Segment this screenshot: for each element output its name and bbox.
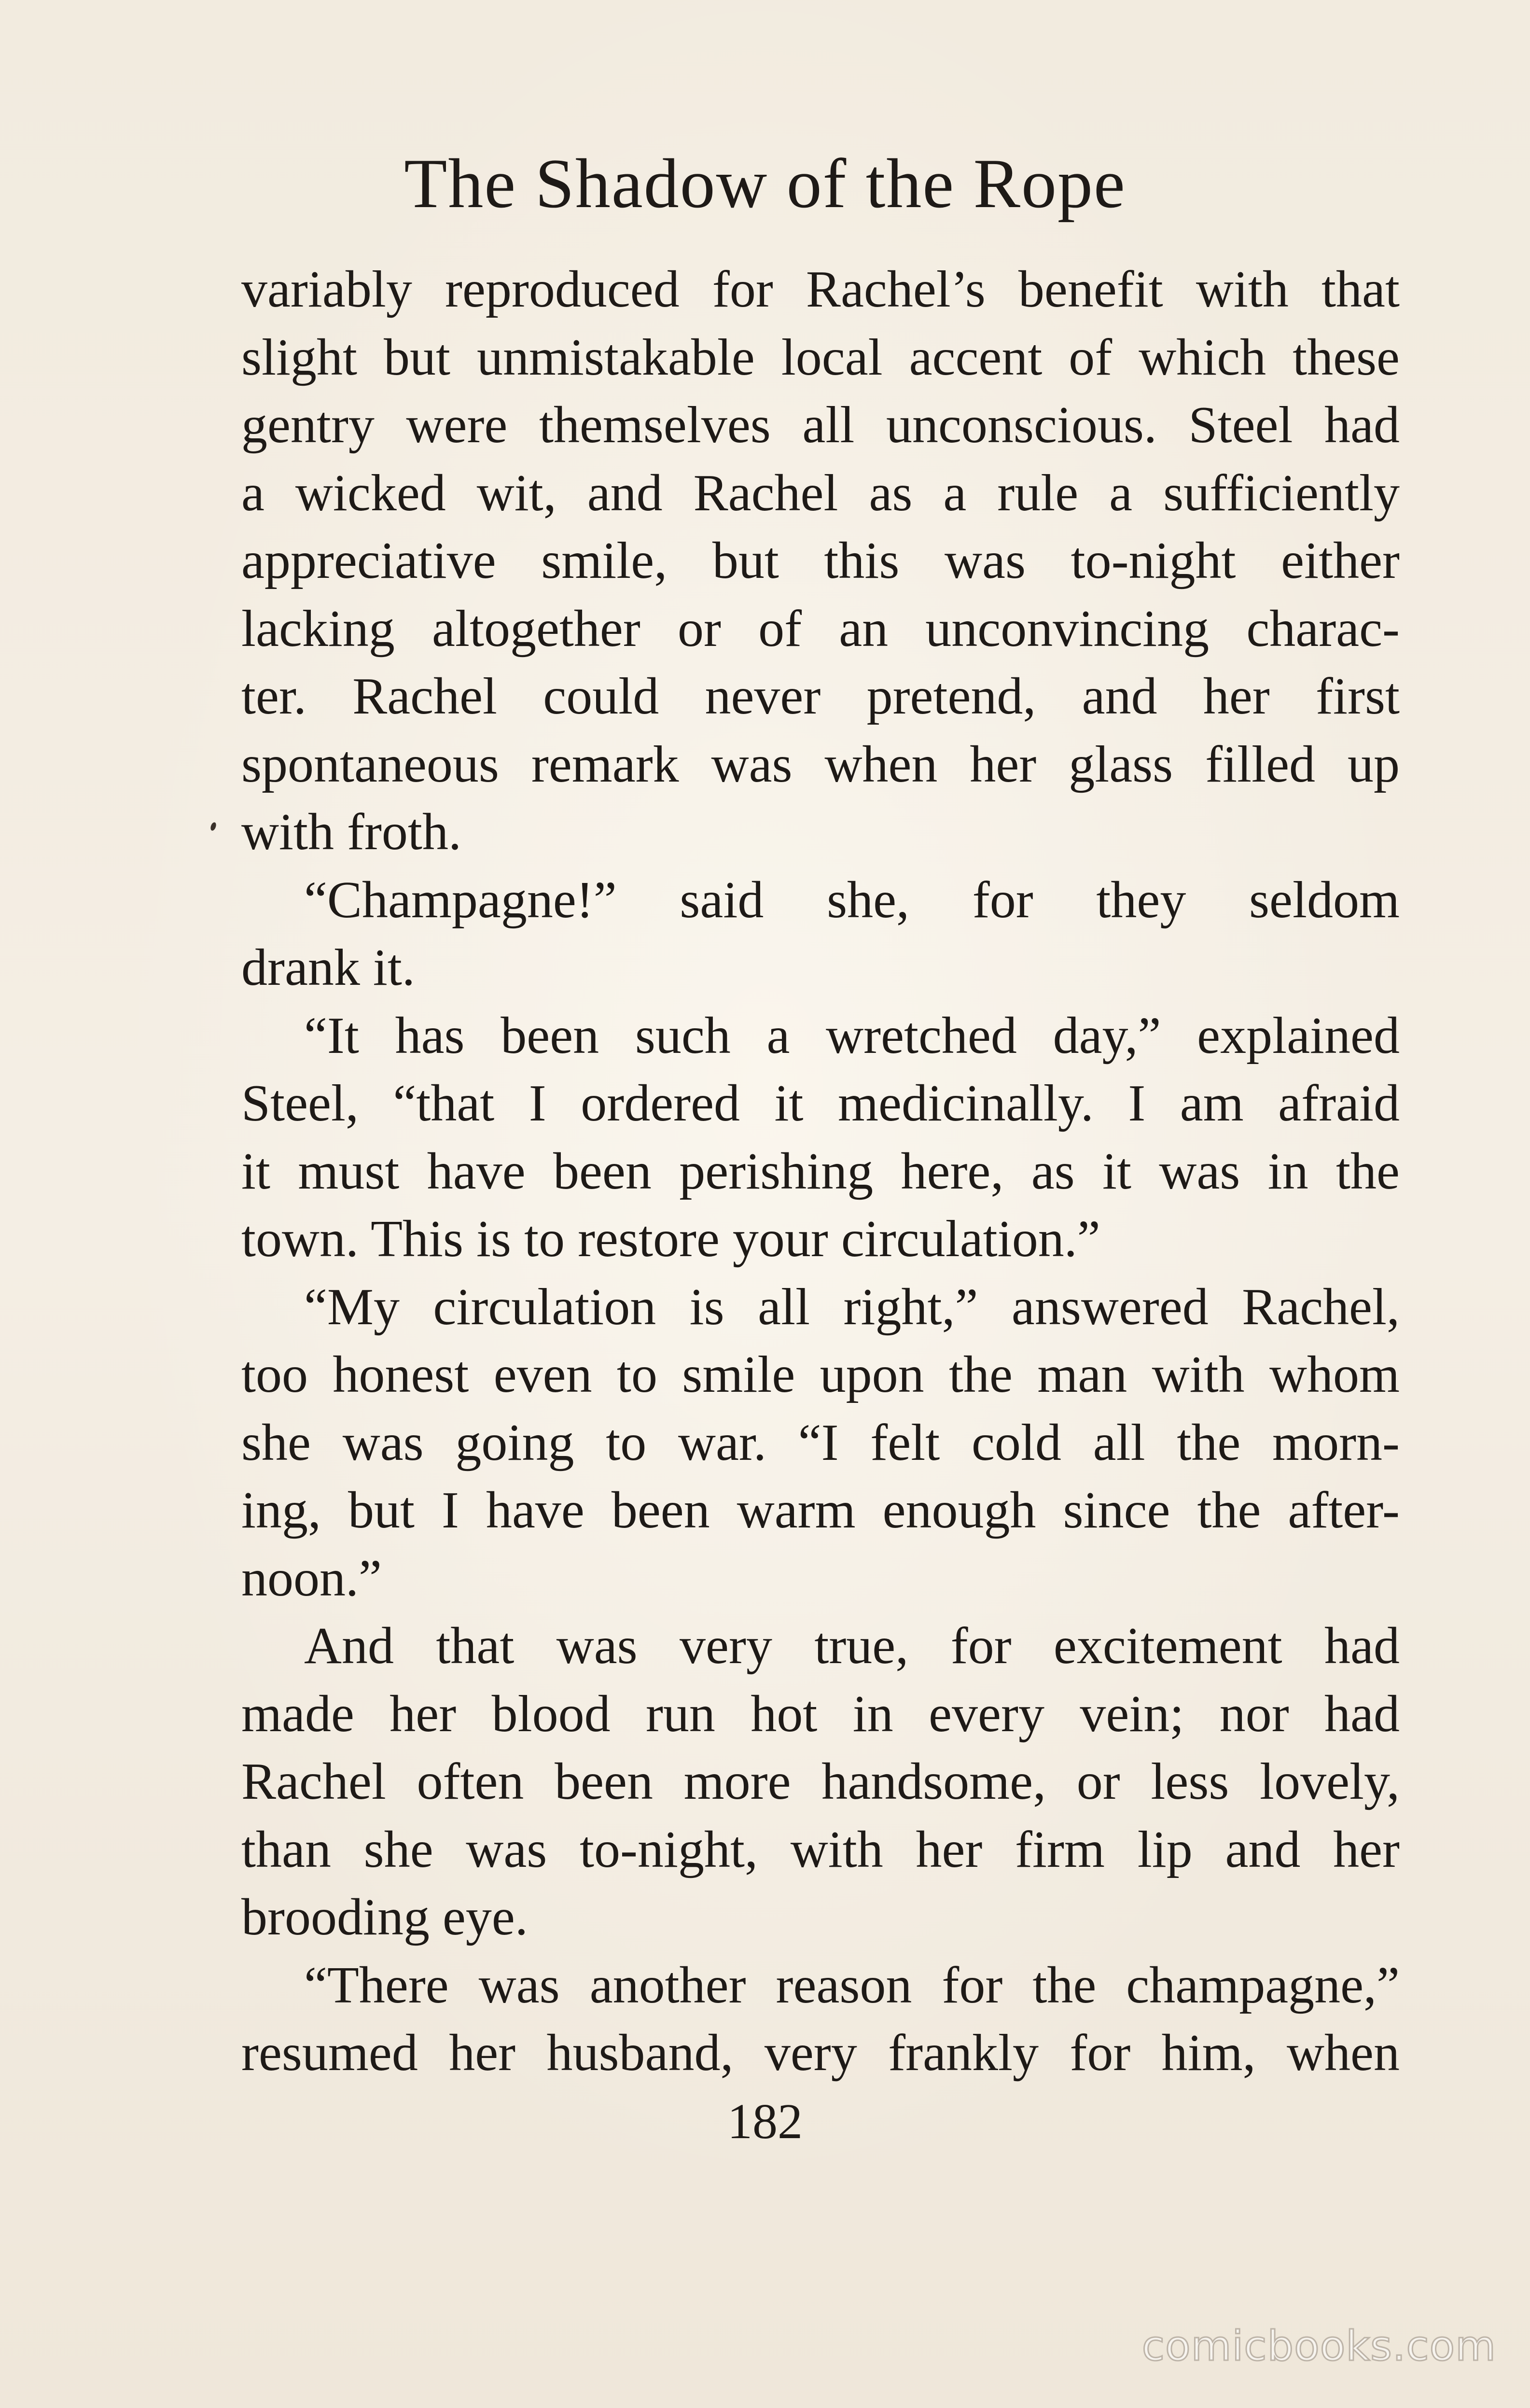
text-line: “It has been such a wretched day,” explained <box>304 1007 1400 1064</box>
text-line: town. This is to restore your circulation.” <box>241 1210 1100 1268</box>
text-line: made her blood run hot in every vein; nor had <box>241 1685 1400 1743</box>
text-line: too honest even to smile upon the man with whom <box>241 1346 1400 1403</box>
text-line: “My circulation is all right,” answered Rachel, <box>304 1278 1400 1336</box>
text-line: spontaneous remark was when her glass filled up <box>241 735 1400 793</box>
text-line: than she was to-night, with her firm lip and her <box>241 1820 1400 1878</box>
margin-mark <box>209 822 217 831</box>
text-line: gentry were themselves all unconscious. Steel had <box>241 396 1400 454</box>
text-line: Steel, “that I ordered it medicinally. I am afraid <box>241 1075 1400 1132</box>
watermark-logo: comicbooks.com <box>1141 2322 1496 2370</box>
text-line: a wicked wit, and Rachel as a rule a sufficiently <box>241 464 1400 522</box>
text-line: And that was very true, for excitement had <box>304 1617 1400 1675</box>
page-number: 182 <box>727 2094 803 2149</box>
text-line: drank it. <box>241 939 415 996</box>
text-line: with froth. <box>241 803 461 861</box>
text-line: lacking altogether or of an unconvincing charac- <box>241 600 1400 658</box>
text-line: variably reproduced for Rachel’s benefit with that <box>241 261 1400 318</box>
running-head: The Shadow of the Rope <box>404 144 1126 223</box>
text-line: “There was another reason for the champagne,” <box>304 1956 1400 2014</box>
text-line: Rachel often been more handsome, or less lovely, <box>241 1753 1400 1810</box>
text-line: she was going to war. “I felt cold all the morn- <box>241 1414 1400 1471</box>
text-line: appreciative smile, but this was to-night either <box>241 532 1400 589</box>
text-line: brooding eye. <box>241 1889 528 1946</box>
text-line: ter. Rachel could never pretend, and her first <box>241 668 1400 725</box>
text-line: resumed her husband, very frankly for him, when <box>241 2024 1400 2082</box>
text-line: noon.” <box>241 1549 382 1607</box>
body-text <box>241 256 1400 2087</box>
text-line: ing, but I have been warm enough since the after- <box>241 1482 1400 1539</box>
text-line: it must have been perishing here, as it was in the <box>241 1142 1400 1200</box>
text-line: slight but unmistakable local accent of which these <box>241 328 1400 386</box>
text-line: “Champagne!” said she, for they seldom <box>304 871 1400 929</box>
